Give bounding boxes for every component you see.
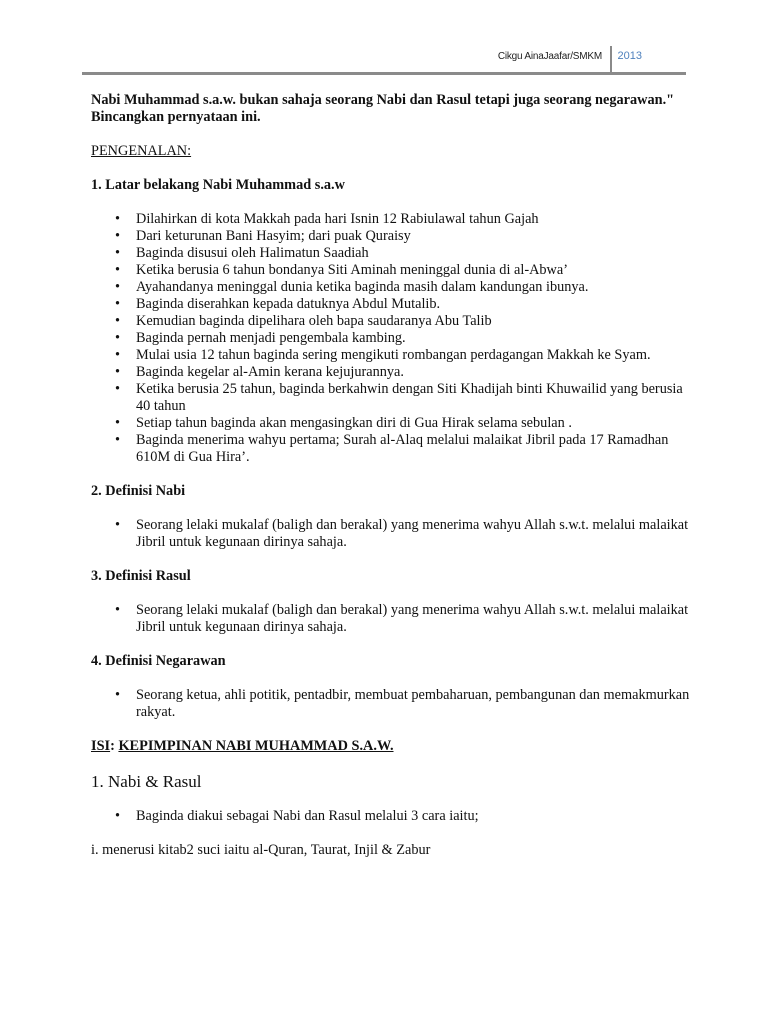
- list-item: • Seorang lelaki mukalaf (baligh dan berakal) yang menerima wahyu Allah s.w.t. melalui malaikat Jibril untuk kegunaan dirinya sahaja.: [91, 602, 691, 636]
- isi-heading: [91, 738, 691, 755]
- isi-colon: :: [110, 738, 115, 754]
- list-item: • Dari keturunan Bani Hasyim; dari puak Quraisy: [91, 228, 691, 245]
- section-heading: 2. Definisi Nabi: [91, 483, 186, 499]
- header-year: 2013: [617, 50, 642, 62]
- isi-title: KEPIMPINAN NABI MUHAMMAD S.A.W.: [118, 738, 394, 754]
- page-header: [82, 40, 686, 74]
- header-divider: [610, 46, 612, 74]
- definition-negarawan-list: [91, 687, 691, 721]
- list-item: • Baginda pernah menjadi pengembala kambing.: [91, 330, 691, 347]
- list-item: • Seorang ketua, ahli potitik, pentadbir, membuat pembaharuan, pembangunan dan memakmurkan rakyat.: [91, 687, 691, 721]
- list-item: • Baginda menerima wahyu pertama; Surah al-Alaq melalui malaikat Jibril pada 17 Ramadhan 610M di Gua Hira’.: [91, 432, 691, 466]
- list-item: • Baginda kegelar al-Amin kerana kejujurannya.: [91, 364, 691, 381]
- list-item: • Ketika berusia 6 tahun bondanya Siti Aminah meninggal dunia di al-Abwa’: [91, 262, 691, 279]
- subsection-heading: 1. Nabi & Rasul: [91, 772, 202, 791]
- definition-nabi-list: [91, 517, 691, 551]
- subsection-note: i. menerusi kitab2 suci iaitu al-Quran, Taurat, Injil & Zabur: [91, 842, 431, 858]
- list-item: • Setiap tahun baginda akan mengasingkan diri di Gua Hirak selama sebulan .: [91, 415, 691, 432]
- list-item: • Baginda diserahkan kepada datuknya Abdul Mutalib.: [91, 296, 691, 313]
- list-item: • Kemudian baginda dipelihara oleh bapa saudaranya Abu Talib: [91, 313, 691, 330]
- list-item: • Ayahandanya meninggal dunia ketika baginda masih dalam kandungan ibunya.: [91, 279, 691, 296]
- document-body: [91, 92, 691, 859]
- intro-heading: PENGENALAN:: [91, 143, 192, 159]
- essay-question: Nabi Muhammad s.a.w. bukan sahaja seorang Nabi dan Rasul tetapi juga seorang negarawan." Bincangkan pernyataan ini.: [91, 92, 675, 125]
- nabi-rasul-list: [91, 808, 691, 825]
- list-item: • Baginda disusui oleh Halimatun Saadiah: [91, 245, 691, 262]
- background-list: [91, 211, 691, 466]
- list-item: • Baginda diakui sebagai Nabi dan Rasul melalui 3 cara iaitu;: [91, 808, 691, 825]
- section-heading: 1. Latar belakang Nabi Muhammad s.a.w: [91, 177, 345, 193]
- header-rule: [82, 72, 686, 75]
- list-item: • Seorang lelaki mukalaf (baligh dan berakal) yang menerima wahyu Allah s.w.t. melalui malaikat Jibril untuk kegunaan dirinya sahaja.: [91, 517, 691, 551]
- list-item: • Ketika berusia 25 tahun, baginda berkahwin dengan Siti Khadijah binti Khuwailid yang berusia 40 tahun: [91, 381, 691, 415]
- isi-label: ISI: [91, 738, 111, 754]
- header-author: Cikgu AinaJaafar/SMKM: [497, 51, 602, 62]
- list-item: • Mulai usia 12 tahun baginda sering mengikuti rombangan perdagangan Makkah ke Syam.: [91, 347, 691, 364]
- section-heading: 3. Definisi Rasul: [91, 568, 191, 584]
- section-heading: 4. Definisi Negarawan: [91, 653, 226, 669]
- definition-rasul-list: [91, 602, 691, 636]
- list-item: • Dilahirkan di kota Makkah pada hari Isnin 12 Rabiulawal tahun Gajah: [91, 211, 691, 228]
